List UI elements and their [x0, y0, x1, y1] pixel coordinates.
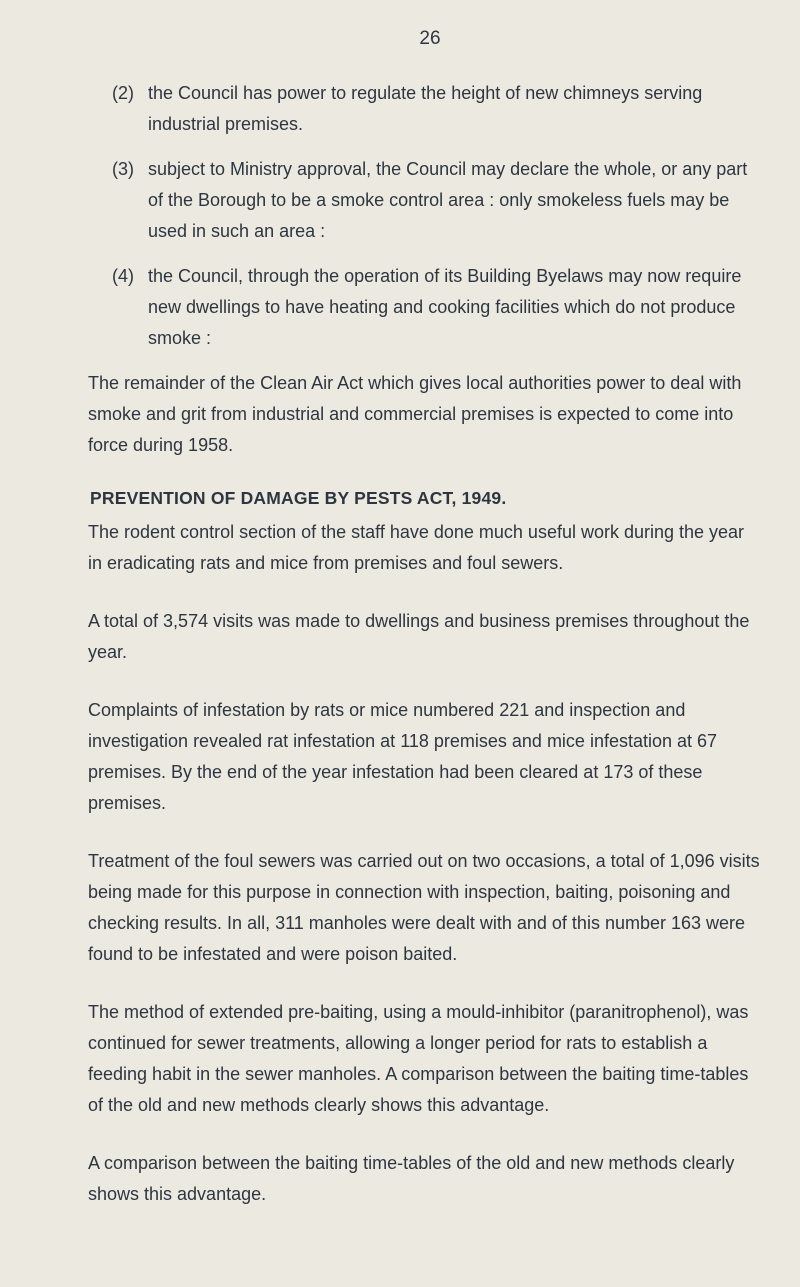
page-number: 26 — [419, 28, 441, 49]
paragraph-rodent-control: The rodent control section of the staff have done much useful work during the year in eradicating rats and mice from premises and foul sewers. — [88, 522, 745, 573]
item-number: (2) — [112, 83, 134, 103]
item-text: subject to Ministry approval, the Council may declare the whole, or any part of the Borough to be a smoke control area : only smokeless fuels may be used in such an area : — [148, 159, 748, 241]
item-text: the Council has power to regulate the height of new chimneys serving industrial premises. — [148, 83, 703, 134]
numbered-item-2 — [88, 78, 762, 140]
paragraph-pre-baiting: The method of extended pre-baiting, using a mould-inhibitor (paranitrophenol), was continued for sewer treatments, allowing a longer period for rats to establish a feeding habit in the sewer manholes. A comparison between the baiting time-tables of the old and new methods clearly shows this advantage. — [88, 1002, 749, 1115]
item-number: (4) — [112, 266, 134, 286]
paragraph-comparison: A comparison between the baiting time-tables of the old and new methods clearly shows this advantage. — [88, 1153, 735, 1204]
clean-air-paragraph: The remainder of the Clean Air Act which gives local authorities power to deal with smoke and grit from industrial and commercial premises is expected to come into force during 1958. — [88, 373, 742, 455]
paragraph-sewer-treatment: Treatment of the foul sewers was carried out on two occasions, a total of 1,096 visits being made for this purpose in connection with inspection, baiting, poisoning and checking results. In all, 311 manholes were dealt with and of this number 163 were found to be infestated and were poison baited. — [88, 851, 760, 964]
numbered-item-4 — [88, 261, 762, 354]
section-heading: PREVENTION OF DAMAGE BY PESTS ACT, 1949. — [90, 488, 507, 508]
paragraph-complaints: Complaints of infestation by rats or mice numbered 221 and inspection and investigation revealed rat infestation at 118 premises and mice infestation at 67 premises. By the end of the year infestation had been cleared at 173 of these premises. — [88, 700, 718, 813]
paragraph-visits-total: A total of 3,574 visits was made to dwellings and business premises throughout the year. — [88, 611, 750, 662]
item-text: the Council, through the operation of its Building Byelaws may now require new dwellings to have heating and cooking facilities which do not produce smoke : — [148, 266, 742, 348]
numbered-item-3 — [88, 154, 762, 247]
item-number: (3) — [112, 159, 134, 179]
